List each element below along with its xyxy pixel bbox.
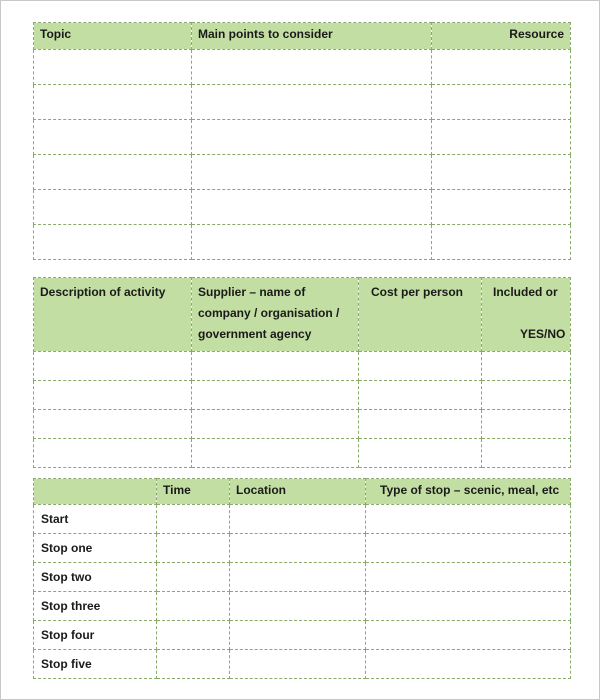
location-cell[interactable] [230,505,366,534]
type-of-stop-cell[interactable] [366,650,571,679]
main-points-cell[interactable] [192,120,432,155]
location-cell[interactable] [230,592,366,621]
time-cell[interactable] [157,563,230,592]
stop-label: Stop five [34,650,157,679]
table-row [34,85,571,120]
supplier-cell[interactable] [192,410,359,439]
type-of-stop-cell[interactable] [366,505,571,534]
table-row [34,155,571,190]
table-row [34,505,571,534]
resource-cell[interactable] [432,120,571,155]
topic-cell[interactable] [34,50,192,85]
stop-label: Stop two [34,563,157,592]
table-row [34,439,571,468]
included-cell[interactable] [482,439,571,468]
location-cell[interactable] [230,650,366,679]
included-header: Included or YES/NO [482,278,571,352]
cost-cell[interactable] [359,381,482,410]
table-row [34,563,571,592]
supplier-cell[interactable] [192,352,359,381]
resource-cell[interactable] [432,85,571,120]
topic-cell[interactable] [34,190,192,225]
table-row [34,592,571,621]
type-of-stop-cell[interactable] [366,534,571,563]
table-row [34,534,571,563]
topic-cell[interactable] [34,85,192,120]
stop-label-header [34,479,157,505]
topic-cell[interactable] [34,225,192,260]
time-cell[interactable] [157,621,230,650]
main-points-cell[interactable] [192,190,432,225]
activities-table [33,277,571,468]
resource-cell[interactable] [432,225,571,260]
location-header: Location [230,479,366,505]
description-cell[interactable] [34,352,192,381]
description-cell[interactable] [34,381,192,410]
resource-cell[interactable] [432,155,571,190]
table-row [34,352,571,381]
stop-label: Start [34,505,157,534]
main-points-cell[interactable] [192,225,432,260]
supplier-cell[interactable] [192,381,359,410]
type-of-stop-cell[interactable] [366,592,571,621]
table-row [34,410,571,439]
supplier-header: Supplier – name of company / organisation / government agency [192,278,359,352]
table-row [34,650,571,679]
location-cell[interactable] [230,563,366,592]
type-of-stop-cell[interactable] [366,621,571,650]
table-row [34,120,571,155]
supplier-cell[interactable] [192,439,359,468]
main-points-cell[interactable] [192,155,432,190]
table-row [34,225,571,260]
main-points-header: Main points to consider [192,23,432,50]
location-cell[interactable] [230,534,366,563]
topic-cell[interactable] [34,155,192,190]
main-points-cell[interactable] [192,85,432,120]
main-points-cell[interactable] [192,50,432,85]
itinerary-table [33,478,571,679]
stop-label: Stop four [34,621,157,650]
resource-cell[interactable] [432,50,571,85]
time-cell[interactable] [157,534,230,563]
cost-header: Cost per person [359,278,482,352]
table-row [34,621,571,650]
topic-cell[interactable] [34,120,192,155]
cost-cell[interactable] [359,352,482,381]
time-header: Time [157,479,230,505]
time-cell[interactable] [157,505,230,534]
type-of-stop-header: Type of stop – scenic, meal, etc [366,479,571,505]
stop-label: Stop three [34,592,157,621]
time-cell[interactable] [157,592,230,621]
cost-cell[interactable] [359,439,482,468]
stop-label: Stop one [34,534,157,563]
table-row [34,381,571,410]
description-header: Description of activity [34,278,192,352]
topics-table [33,22,571,260]
description-cell[interactable] [34,439,192,468]
resource-cell[interactable] [432,190,571,225]
table-row [34,190,571,225]
description-cell[interactable] [34,410,192,439]
itinerary-header-row [34,479,571,505]
included-cell[interactable] [482,381,571,410]
topics-header-row [34,23,571,50]
type-of-stop-cell[interactable] [366,563,571,592]
topic-header: Topic [34,23,192,50]
resource-header: Resource [432,23,571,50]
included-cell[interactable] [482,410,571,439]
cost-cell[interactable] [359,410,482,439]
activities-header-row [34,278,571,352]
time-cell[interactable] [157,650,230,679]
location-cell[interactable] [230,621,366,650]
included-cell[interactable] [482,352,571,381]
table-row [34,50,571,85]
